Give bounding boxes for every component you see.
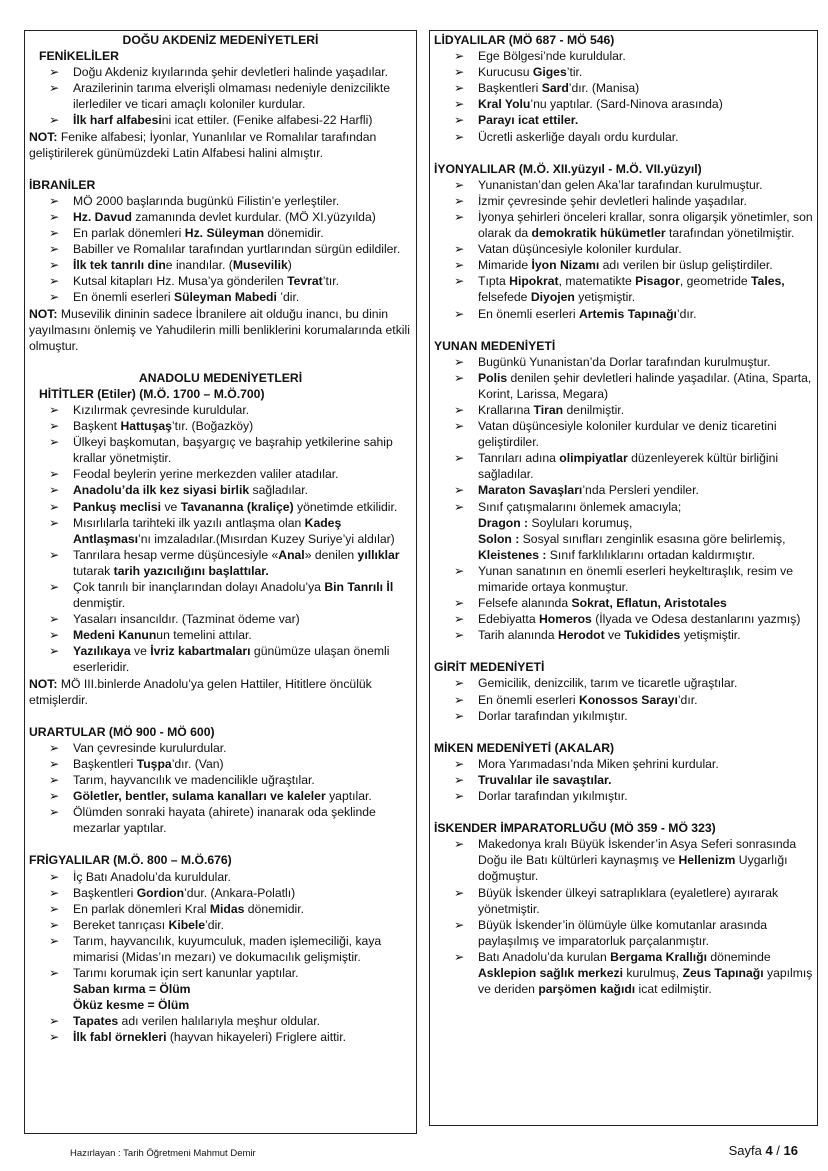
list-item: ➢ İlk tek tanrılı dine inandılar. (Musevilik) <box>49 258 292 273</box>
arrow-bullet-icon: ➢ <box>454 772 465 787</box>
arrow-bullet-icon: ➢ <box>454 193 465 208</box>
heading-miken: MİKEN MEDENİYETİ (AKALAR) <box>434 740 615 755</box>
arrow-bullet-icon: ➢ <box>454 81 465 96</box>
arrow-bullet-icon: ➢ <box>454 676 465 691</box>
list-item: ➢ Maraton Savaşları’nda Persleri yendiler. <box>454 483 699 498</box>
arrow-bullet-icon: ➢ <box>454 49 465 64</box>
list-item: ➢ Gemicilik, denizcilik, tarım ve ticaretle uğraştılar. <box>454 676 738 691</box>
law-line: Öküz kesme = Ölüm <box>73 998 190 1013</box>
list-item: ➢ Yasaları insancıldır. (Tazminat ödeme var) <box>49 612 300 627</box>
list-hititler <box>29 402 412 676</box>
list-item: ➢ Kızılırmak çevresinde kuruldular. <box>49 402 250 417</box>
list-item: ➢ Makedonya kralı Büyük İskender’in Asya Seferi sonrasında Doğu ile Batı kültürleri kaynaşmış ve Hellenizm Uygarlığı doğmuştur. <box>454 837 797 884</box>
list-item: ➢ Tarım, hayvancılık ve madencilikle uğraştılar. <box>49 773 315 788</box>
list-item: ➢ Ölümden sonraki hayata (ahirete) inanarak oda şeklinde mezarlar yaptılar. <box>49 805 376 836</box>
list-item: ➢ MÖ 2000 başlarında bugünkü Filistin’e yerleştiler. <box>49 193 340 208</box>
arrow-bullet-icon: ➢ <box>49 515 60 530</box>
footer-author: Hazırlayan : Tarih Öğretmeni Mahmut Demir <box>70 1148 256 1159</box>
arrow-bullet-icon: ➢ <box>454 97 465 112</box>
list-item: ➢ Yazılıkaya ve İvriz kabartmaları günümüze ulaşan önemli eserleridir. <box>49 644 390 675</box>
list-item: ➢ Tapates adı verilen halılarıyla meşhur oldular. <box>49 1014 321 1029</box>
arrow-bullet-icon: ➢ <box>454 258 465 273</box>
arrow-bullet-icon: ➢ <box>454 756 465 771</box>
heading-lidyalilar: LİDYALILAR (MÖ 687 - MÖ 546) <box>434 33 615 47</box>
arrow-bullet-icon: ➢ <box>454 483 465 498</box>
list-iyonyalilar <box>434 177 813 322</box>
arrow-bullet-icon: ➢ <box>49 885 60 900</box>
list-item: ➢ Kral Yolu’nu yaptılar. (Sard-Ninova arasında) <box>454 97 723 112</box>
arrow-bullet-icon: ➢ <box>454 129 465 144</box>
list-item: ➢ Parayı icat ettiler. <box>454 113 579 128</box>
list-item: ➢ Kutsal kitapları Hz. Musa’ya gönderilen Tevrat’tır. <box>49 274 340 289</box>
list-item: ➢ Mora Yarımadası’nda Miken şehrini kurdular. <box>454 756 719 771</box>
arrow-bullet-icon: ➢ <box>454 628 465 643</box>
list-item: ➢ Medeni Kanunun temelini attılar. <box>49 628 252 643</box>
arrow-bullet-icon: ➢ <box>454 419 465 434</box>
arrow-bullet-icon: ➢ <box>49 274 60 289</box>
list-item: ➢ Tarım, hayvancılık, kuyumculuk, maden işlemeciliği, kaya mimarisi (Midas’ın mezarı) ve dokumacılık gelişmiştir. <box>49 933 382 964</box>
arrow-bullet-icon: ➢ <box>454 917 465 932</box>
arrow-bullet-icon: ➢ <box>49 580 60 594</box>
arrow-bullet-icon: ➢ <box>49 65 60 80</box>
reform-line: Kleistenes : Sınıf farklılıklarını ortadan kaldırmıştır. <box>478 547 756 562</box>
list-urartular <box>29 740 412 837</box>
list-item: ➢ İlk fabl örnekleri (hayvan hikayeleri) Friglere aittir. <box>49 1030 346 1045</box>
arrow-bullet-icon: ➢ <box>454 837 465 852</box>
list-item: ➢ Truvalılar ile savaştılar. <box>454 772 612 787</box>
list-item: ➢ Dorlar tarafından yıkılmıştır. <box>454 708 628 723</box>
list-item: ➢ Polis denilen şehir devletleri halinde yaşadılar. (Atina, Sparta, Korint, Larissa, Megara) <box>454 370 812 401</box>
law-line: Saban kırma = Ölüm <box>73 982 191 997</box>
list-item: ➢ Sınıf çatışmalarını önlemek amacıyla; <box>454 499 682 514</box>
arrow-bullet-icon: ➢ <box>49 226 60 241</box>
list-yunan-2 <box>434 563 813 643</box>
arrow-bullet-icon: ➢ <box>49 740 60 755</box>
list-item: ➢ Başkent Hattuşaş’tır. (Boğazköy) <box>49 419 254 434</box>
list-item: ➢ Başkentleri Tuşpa’dır. (Van) <box>49 756 224 771</box>
list-item: ➢ Tarih alanında Herodot ve Tukidides yetişmiştir. <box>454 628 741 643</box>
arrow-bullet-icon: ➢ <box>454 354 465 369</box>
arrow-bullet-icon: ➢ <box>49 933 60 948</box>
arrow-bullet-icon: ➢ <box>49 242 60 257</box>
arrow-bullet-icon: ➢ <box>49 467 60 482</box>
arrow-bullet-icon: ➢ <box>49 869 60 884</box>
arrow-bullet-icon: ➢ <box>49 483 60 498</box>
note: NOT: MÖ III.binlerde Anadolu’ya gelen Hattiler, Hititlere öncülük etmişlerdir. <box>29 676 372 707</box>
arrow-bullet-icon: ➢ <box>49 1030 60 1045</box>
arrow-bullet-icon: ➢ <box>454 563 465 578</box>
arrow-bullet-icon: ➢ <box>454 885 465 900</box>
arrow-bullet-icon: ➢ <box>49 499 60 514</box>
list-item: ➢ En önemli eserleri Artemis Tapınağı’dır. <box>454 306 697 321</box>
list-item: ➢ Krallarına Tiran denilmiştir. <box>454 402 625 417</box>
arrow-bullet-icon: ➢ <box>454 708 465 723</box>
list-frigyalilar <box>29 869 412 982</box>
arrow-bullet-icon: ➢ <box>454 65 465 80</box>
list-item: ➢ Ücretli askerliğe dayalı ordu kurdular. <box>454 129 679 144</box>
heading-iyonyalilar: İYONYALILAR (M.Ö. XII.yüzyıl - M.Ö. VII.yüzyıl) <box>434 161 702 176</box>
arrow-bullet-icon: ➢ <box>454 209 465 224</box>
list-item: ➢ Tarımı korumak için sert kanunlar yaptılar. <box>49 966 299 981</box>
arrow-bullet-icon: ➢ <box>49 258 60 273</box>
list-item: ➢ En parlak dönemleri Hz. Süleyman dönemidir. <box>49 226 324 241</box>
arrow-bullet-icon: ➢ <box>49 612 60 627</box>
list-item: ➢ Tanrılara hesap verme düşüncesiyle «Anal» denilen yıllıklar tutarak tarih yazıcılığını başlattılar. <box>49 547 400 578</box>
reform-line: Dragon : Soyluları korumuş, <box>478 515 633 530</box>
arrow-bullet-icon: ➢ <box>49 290 60 305</box>
list-item: ➢ Ege Bölgesi’nde kuruldular. <box>454 49 626 64</box>
arrow-bullet-icon: ➢ <box>454 242 465 257</box>
list-lidyalilar <box>434 48 813 145</box>
arrow-bullet-icon: ➢ <box>49 193 60 208</box>
arrow-bullet-icon: ➢ <box>49 1014 60 1029</box>
list-item: ➢ Mısırlılarla tarihteki ilk yazılı antlaşma olan Kadeş Antlaşması’nı imzaladılar.(Mısırdan Kuzey Suriye’yi aldılar) <box>49 515 395 546</box>
section-title: DOĞU AKDENİZ MEDENİYETLERİ <box>122 33 319 47</box>
heading-fenikeliler: FENİKELİLER <box>39 49 119 64</box>
list-item: ➢ Tanrıları adına olimpiyatlar düzenleyerek kültür birliğini sağladılar. <box>454 451 779 482</box>
arrow-bullet-icon: ➢ <box>49 805 60 820</box>
list-item: ➢ İç Batı Anadolu’da kuruldular. <box>49 869 231 884</box>
arrow-bullet-icon: ➢ <box>49 209 60 224</box>
list-frigyalilar-2 <box>29 1013 412 1045</box>
arrow-bullet-icon: ➢ <box>49 966 60 981</box>
arrow-bullet-icon: ➢ <box>454 274 465 289</box>
list-item: ➢ En önemli eserleri Süleyman Mabedi ’dir. <box>49 290 300 305</box>
arrow-bullet-icon: ➢ <box>454 402 465 417</box>
list-item: ➢ Başkentleri Sard’dır. (Manisa) <box>454 81 640 96</box>
page-number: Sayfa 4 / 16 <box>728 1143 798 1158</box>
list-item: ➢ Yunan sanatının en önemli eserleri heykeltıraşlık, resim ve mimaride ortaya konmuştur. <box>454 563 793 594</box>
list-iskender <box>434 836 813 997</box>
arrow-bullet-icon: ➢ <box>49 81 60 96</box>
list-item: ➢ Yunanistan’dan gelen Aka’lar tarafından kurulmuştur. <box>454 177 763 192</box>
list-item: ➢ Hz. Davud zamanında devlet kurdular. (MÖ XI.yüzyılda) <box>49 209 376 224</box>
list-item: ➢ Göletler, bentler, sulama kanalları ve kaleler yaptılar. <box>49 789 372 804</box>
list-item: ➢ Van çevresinde kurulurdular. <box>49 740 227 755</box>
list-fenikeliler <box>29 64 412 128</box>
arrow-bullet-icon: ➢ <box>454 177 465 192</box>
list-miken <box>434 756 813 804</box>
list-item: ➢ Anadolu’da ilk kez siyasi birlik sağladılar. <box>49 483 309 498</box>
arrow-bullet-icon: ➢ <box>49 113 60 128</box>
reform-line: Solon : Sosyal sınıfları zenginlik esasına göre belirlemiş, <box>478 531 786 546</box>
list-item: ➢ İzmir çevresinde şehir devletleri halinde yaşadılar. <box>454 193 747 208</box>
list-item: ➢ Babiller ve Romalılar tarafından yurtlarından sürgün edildiler. <box>49 242 401 257</box>
arrow-bullet-icon: ➢ <box>49 435 60 450</box>
heading-iskender: İSKENDER İMPARATORLUĞU (MÖ 359 - MÖ 323) <box>434 821 716 836</box>
arrow-bullet-icon: ➢ <box>454 499 465 514</box>
arrow-bullet-icon: ➢ <box>454 370 465 385</box>
list-item: ➢ Büyük İskender ülkeyi satraplıklara (eyaletlere) ayırarak yönetmiştir. <box>454 885 779 916</box>
list-item: ➢ Mimaride İyon Nizamı adı verilen bir üslup geliştirdiler. <box>454 258 773 273</box>
arrow-bullet-icon: ➢ <box>454 949 465 964</box>
arrow-bullet-icon: ➢ <box>49 644 60 659</box>
arrow-bullet-icon: ➢ <box>454 612 465 627</box>
arrow-bullet-icon: ➢ <box>49 628 60 643</box>
arrow-bullet-icon: ➢ <box>454 596 465 611</box>
list-item: ➢ Felsefe alanında Sokrat, Eflatun, Aristotales <box>454 596 727 611</box>
heading-frigyalilar: FRİGYALILAR (M.Ö. 800 – M.Ö.676) <box>29 853 232 868</box>
heading-girit: GİRİT MEDENİYETİ <box>434 660 545 675</box>
heading-ibraniler: İBRANİLER <box>29 177 96 192</box>
heading-hititler: HİTİTLER (Etiler) (M.Ö. 1700 – M.Ö.700) <box>39 386 265 401</box>
list-item: ➢ Büyük İskender’in ölümüyle ülke komutanlar arasında paylaşılmış ve imparatorluk parçalanmıştır. <box>454 917 768 948</box>
list-item: ➢ Tıpta Hipokrat, matematikte Pisagor, geometride Tales, felsefede Diyojen yetişmiştir. <box>454 274 785 305</box>
arrow-bullet-icon: ➢ <box>454 692 465 707</box>
right-column <box>429 30 818 1126</box>
list-item: ➢ En parlak dönemleri Kral Midas dönemidir. <box>49 901 305 916</box>
list-item: ➢ Bereket tanrıçası Kibele’dir. <box>49 917 225 932</box>
list-item: ➢ İlk harf alfabesini icat ettiler. (Fenike alfabesi-22 Harfli) <box>49 113 373 128</box>
list-item: ➢ Batı Anadolu’da kurulan Bergama Krallığı döneminde Asklepion sağlık merkezi kurulmuş, Zeus Tapınağı yapılmış ve deriden parşömen kağıdı icat edilmiştir. <box>454 949 813 997</box>
note: NOT: Musevilik dininin sadece İbranilere ait olduğu inancı, bu dinin yayılmasını önlemiş ve Yahudilerin milli benliklerini korumalarında etkili olmuştur. <box>29 306 410 353</box>
heading-urartular: URARTULAR (MÖ 900 - MÖ 600) <box>29 724 215 739</box>
list-ibraniler <box>29 193 412 306</box>
arrow-bullet-icon: ➢ <box>49 756 60 771</box>
arrow-bullet-icon: ➢ <box>49 402 60 417</box>
list-item: ➢ Çok tanrılı bir inançlarından dolayı Anadolu’ya Bin Tanrılı İl denmiştir. <box>49 580 394 611</box>
section-title: ANADOLU MEDENİYETLERİ <box>138 370 303 385</box>
list-item: ➢ Feodal beylerin yerine merkezden valiler atadılar. <box>49 467 339 482</box>
list-item: ➢ İyonya şehirleri önceleri krallar, sonra oligarşik yönetimler, son olarak da demokratik hükümetler tarafından yönetilmiştir. <box>454 209 813 241</box>
arrow-bullet-icon: ➢ <box>454 113 465 128</box>
list-item: ➢ Bugünkü Yunanistan’da Dorlar tarafından kurulmuştur. <box>454 354 771 369</box>
list-item: ➢ En önemli eserleri Konossos Sarayı’dır. <box>454 692 698 707</box>
arrow-bullet-icon: ➢ <box>454 789 465 804</box>
list-item: ➢ Vatan düşüncesiyle koloniler kurdular. <box>454 242 682 257</box>
list-item: ➢ Edebiyatta Homeros (İlyada ve Odesa destanlarını yazmış) <box>454 612 801 627</box>
arrow-bullet-icon: ➢ <box>454 306 465 321</box>
arrow-bullet-icon: ➢ <box>454 451 465 466</box>
left-column <box>24 30 417 1134</box>
arrow-bullet-icon: ➢ <box>49 917 60 932</box>
list-item: ➢ Pankuş meclisi ve Tavananna (kraliçe) yönetimde etkilidir. <box>49 499 398 514</box>
arrow-bullet-icon: ➢ <box>49 773 60 788</box>
arrow-bullet-icon: ➢ <box>49 419 60 434</box>
arrow-bullet-icon: ➢ <box>49 547 60 562</box>
list-girit <box>434 675 813 723</box>
list-item: ➢ Vatan düşüncesiyle koloniler kurdular ve deniz ticaretini geliştirdiler. <box>454 419 777 450</box>
note: NOT: Fenike alfabesi; İyonlar, Yunanlılar ve Romalılar tarafından geliştirilerek günümüzdeki Latin Alfabesi halini almıştır. <box>29 129 377 160</box>
list-item: ➢ Kurucusu Giges’tir. <box>454 65 583 80</box>
list-item: ➢ Ülkeyi başkomutan, başyargıç ve başrahip yetkilerine sahip krallar yönetmiştir. <box>49 435 393 466</box>
arrow-bullet-icon: ➢ <box>49 789 60 804</box>
arrow-bullet-icon: ➢ <box>49 901 60 916</box>
list-item: ➢ Arazilerinin tarıma elverişli olmaması nedeniyle denizcilikte ilerlediler ve ticari amaçlı koloniler kurdular. <box>49 81 390 112</box>
list-item: ➢ Başkentleri Gordion’dur. (Ankara-Polatlı) <box>49 885 296 900</box>
list-yunan <box>434 354 813 515</box>
heading-yunan: YUNAN MEDENİYETİ <box>434 338 556 353</box>
list-item: ➢ Doğu Akdeniz kıyılarında şehir devletleri halinde yaşadılar. <box>49 65 389 80</box>
list-item: ➢ Dorlar tarafından yıkılmıştır. <box>454 789 628 804</box>
